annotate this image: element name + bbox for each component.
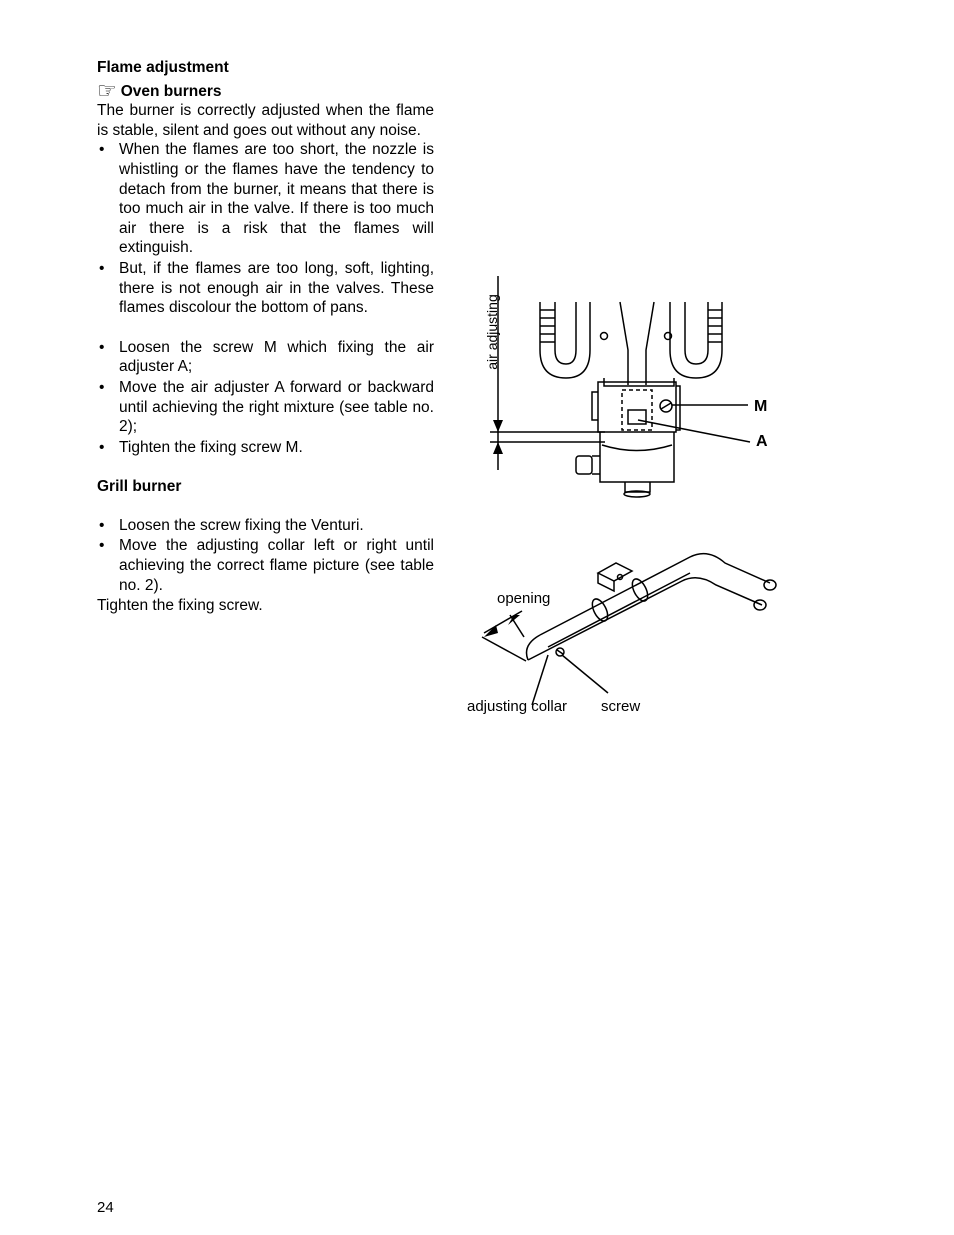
oven-steps-list bbox=[97, 338, 434, 458]
grill-burner-figure bbox=[467, 545, 800, 725]
screw-label: screw bbox=[601, 698, 641, 715]
air-adjusting-label: air adjusting bbox=[484, 294, 500, 370]
list-item: • Move the adjusting collar left or right until achieving the correct flame picture (see table no. 2). bbox=[97, 536, 434, 595]
label-a: A bbox=[756, 433, 768, 450]
list-item: • Loosen the screw fixing the Venturi. bbox=[97, 516, 434, 536]
oven-intro: The burner is correctly adjusted when the flame is stable, silent and goes out without any noise. bbox=[97, 102, 434, 139]
grill-steps-list bbox=[97, 516, 434, 595]
grill-closing: Tighten the fixing screw. bbox=[97, 597, 263, 615]
pointing-hand-icon: ☞ bbox=[97, 78, 117, 104]
list-item: • Tighten the fixing screw M. bbox=[97, 438, 434, 458]
grill-burner-heading: Grill burner bbox=[97, 478, 182, 496]
oven-notes-list bbox=[97, 140, 434, 317]
oven-burners-heading-text: Oven burners bbox=[120, 82, 222, 100]
adjusting-collar-label: adjusting collar bbox=[467, 698, 568, 715]
list-item: • Move the air adjuster A forward or backward until achieving the right mixture (see table no. 2); bbox=[97, 378, 434, 437]
section-title: Flame adjustment bbox=[97, 59, 229, 76]
list-item: • But, if the flames are too long, soft, lighting, there is not enough air in the valves. These flames discolour the bottom of pans. bbox=[97, 259, 434, 318]
oven-burner-figure bbox=[470, 270, 790, 510]
page-number: 24 bbox=[97, 1199, 114, 1216]
list-item: • When the flames are too short, the nozzle is whistling or the flames have the tendency to detach from the burner, it means that there is too much air in the valve. If there is too much air there is a risk that the flames will extinguish. bbox=[97, 140, 434, 258]
label-m: M bbox=[754, 398, 768, 415]
oven-burner-drawing bbox=[470, 270, 790, 510]
opening-label: opening bbox=[497, 590, 551, 607]
list-item: • Loosen the screw M which fixing the air adjuster A; bbox=[97, 338, 434, 377]
oven-burners-heading bbox=[97, 78, 434, 104]
text-column bbox=[97, 58, 434, 616]
